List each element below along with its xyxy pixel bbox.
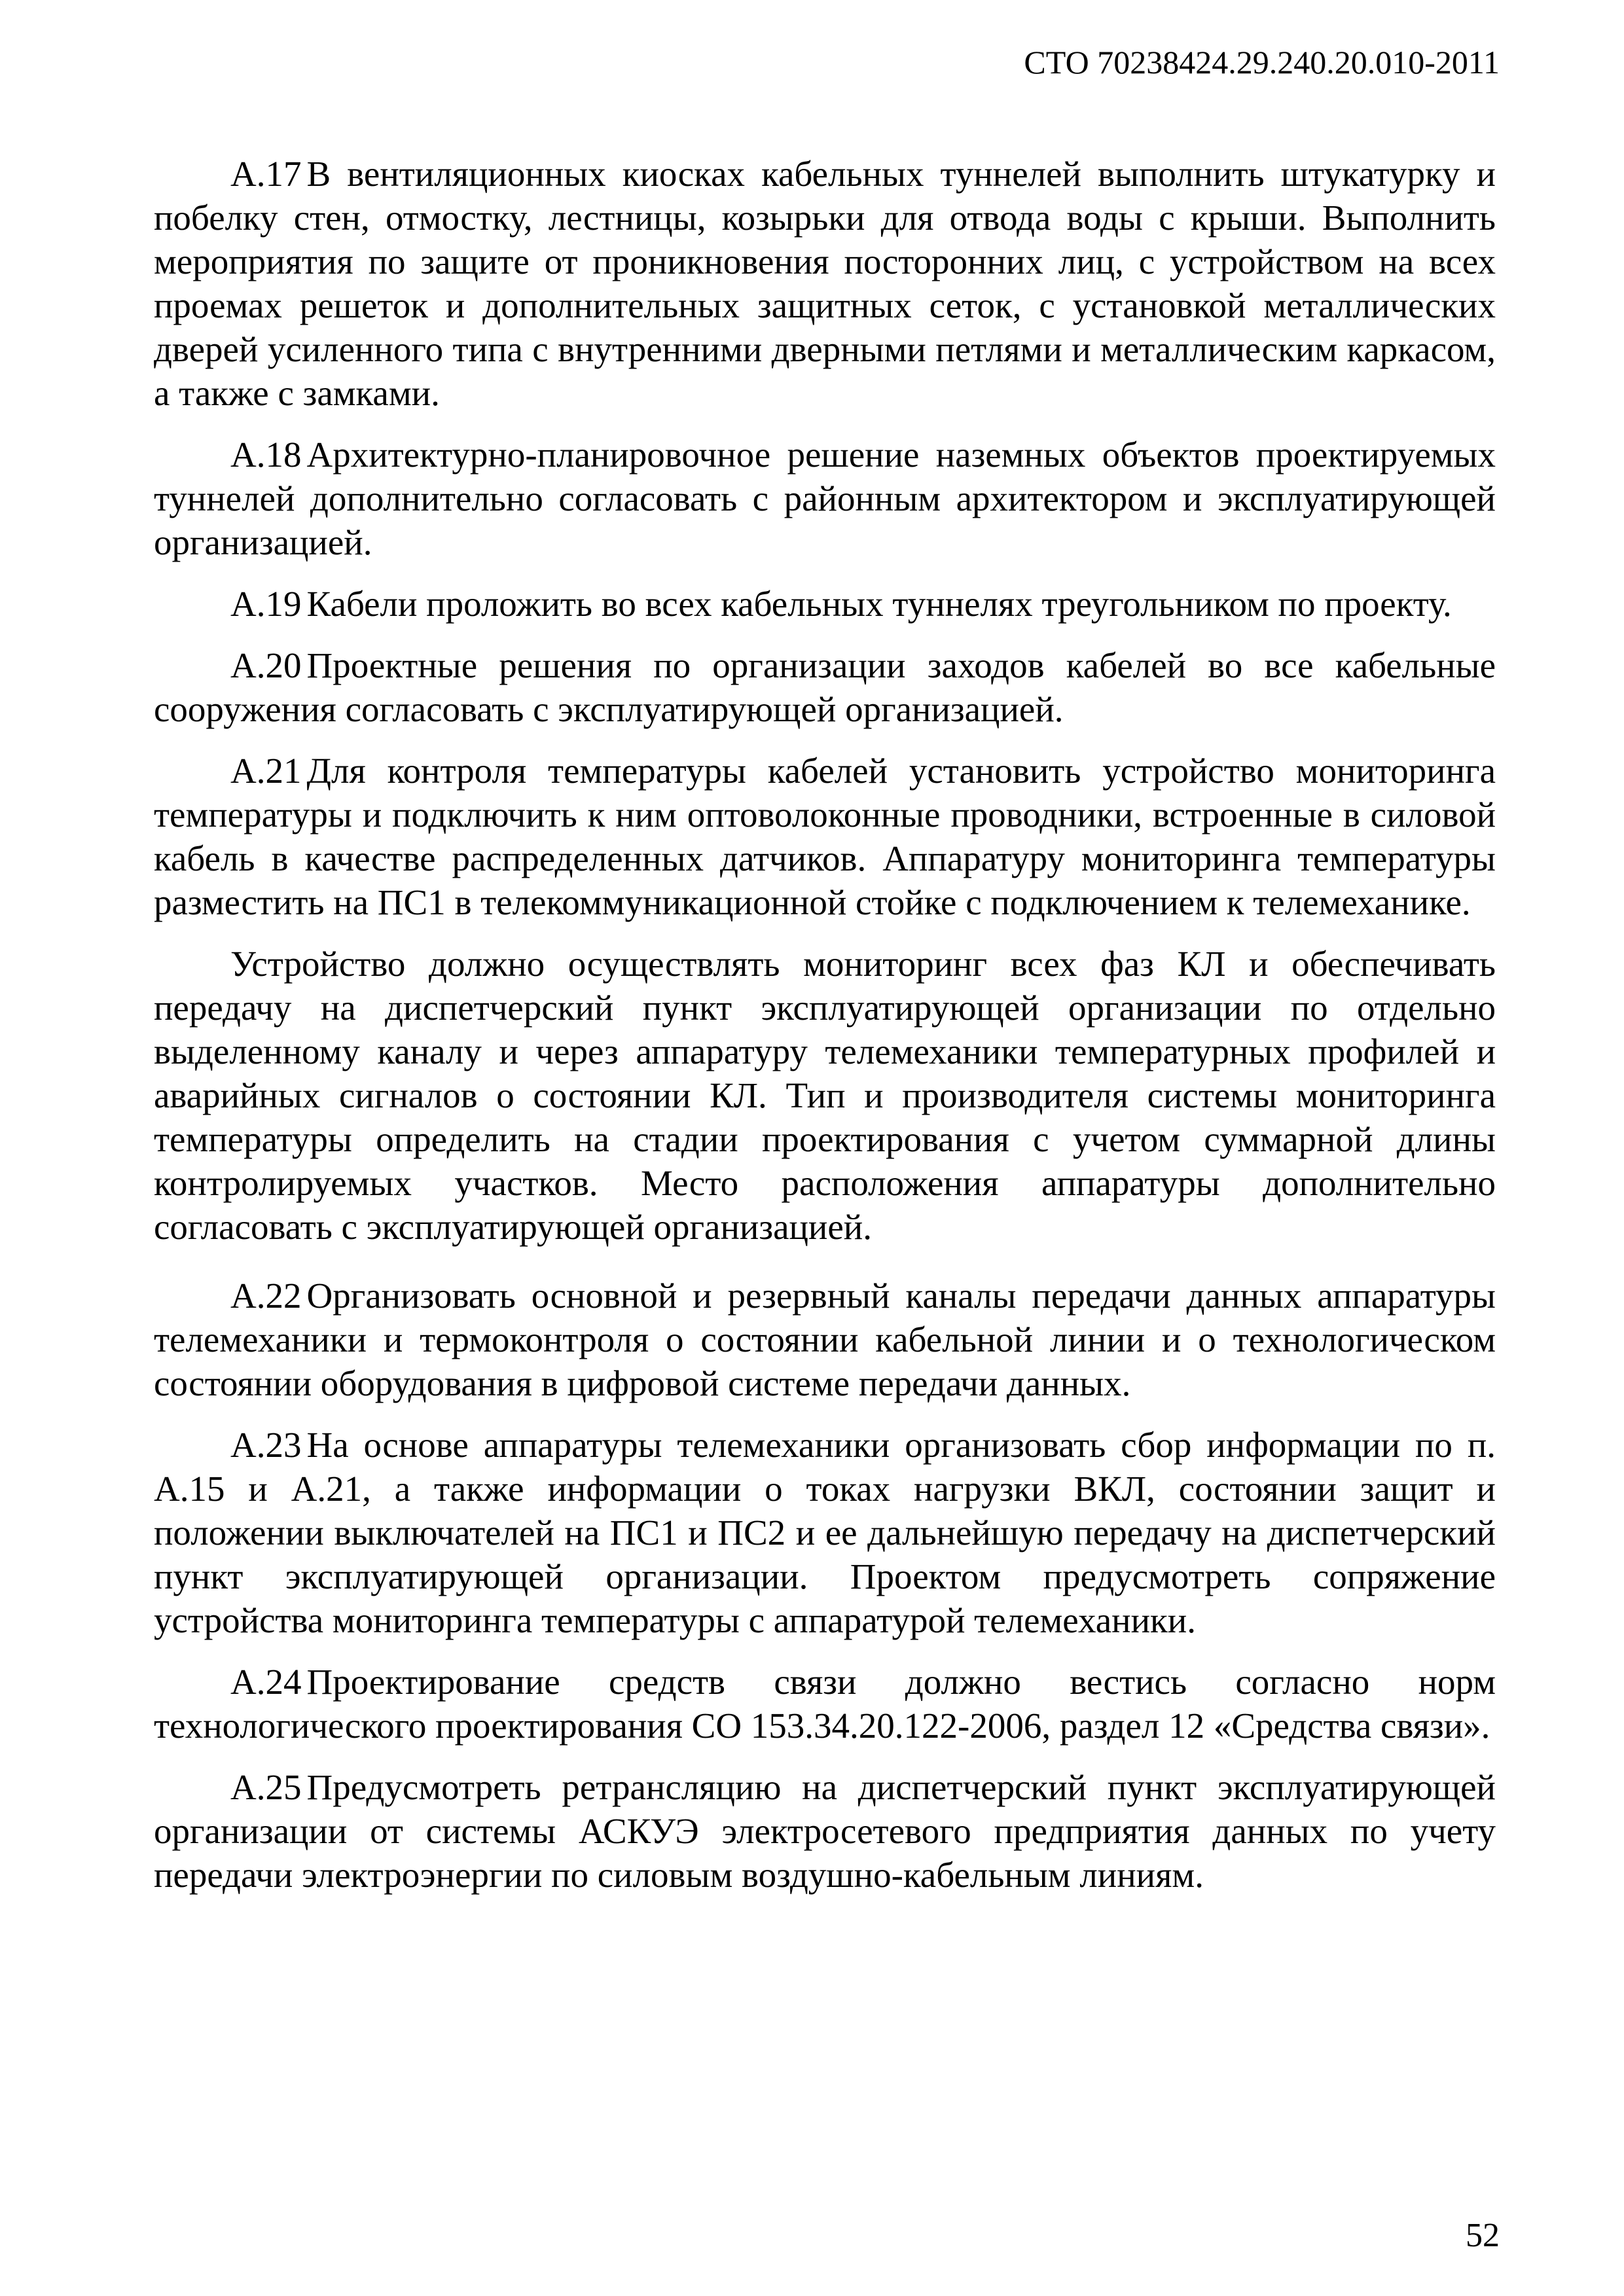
clause-number: А.18: [230, 435, 302, 475]
clause-number: А.17: [230, 154, 302, 194]
clause-text: На основе аппаратуры телемеханики организовать сбор информации по п. А.15 и А.21, а также информации о токах нагрузки ВКЛ, состоянии защит и положении выключателей на ПС1 и ПС2 и ее дальнейшую передачу на диспетчерский пункт эксплуатирующей организации. Проектом предусмотреть сопряжение устройства мониторинга температуры с аппаратурой телемеханики.: [154, 1425, 1496, 1640]
clause-text: В вентиляционных киосках кабельных туннелей выполнить штукатурку и побелку стен, отмостку, лестницы, козырьки для отвода воды с крыши. Выполнить мероприятия по защите от проникновения посторонних лиц, с устройством на всех проемах решеток и дополнительных защитных сеток, с установкой металлических дверей усиленного типа с внутренними дверными петлями и металлическим каркасом, а также с замками.: [154, 154, 1496, 413]
clause-number: А.22: [230, 1276, 302, 1316]
clause-a17: [154, 152, 1496, 415]
clause-a19: [154, 582, 1496, 626]
clause-text: Кабели проложить во всех кабельных туннелях треугольником по проекту.: [306, 584, 1452, 624]
page-number: 52: [1466, 2217, 1500, 2254]
clause-text: Предусмотреть ретрансляцию на диспетчерский пункт эксплуатирующей организации от системы АСКУЭ электросетевого предприятия данных по учету передачи электроэнергии по силовым воздушно-кабельным линиям.: [154, 1767, 1496, 1895]
clause-text: Проектирование средств связи должно вестись согласно норм технологического проектирования СО 153.34.20.122-2006, раздел 12 «Средства связи».: [154, 1662, 1496, 1746]
clause-a18: [154, 433, 1496, 564]
clause-number: А.25: [230, 1767, 302, 1807]
clause-number: А.21: [230, 751, 302, 791]
clause-text: Для контроля температуры кабелей установить устройство мониторинга температуры и подключить к ним оптоволоконные проводники, встроенные в силовой кабель в качестве распределенных датчиков. Аппаратуру мониторинга температуры разместить на ПС1 в телекоммуникационной стойке с подключением к телемеханике.: [154, 751, 1496, 922]
clause-number: А.23: [230, 1425, 302, 1465]
clause-number: А.20: [230, 645, 302, 685]
clause-a23: [154, 1423, 1496, 1642]
clause-a24: [154, 1660, 1496, 1748]
clause-a25: [154, 1765, 1496, 1897]
clause-a22: [154, 1274, 1496, 1405]
clause-number: А.19: [230, 584, 302, 624]
clause-text: Проектные решения по организации заходов кабелей во все кабельные сооружения согласовать с эксплуатирующей организацией.: [154, 645, 1496, 729]
clause-a21: [154, 749, 1496, 924]
clause-number: А.24: [230, 1662, 302, 1702]
clause-a21-continuation: [154, 942, 1496, 1249]
clause-text: Организовать основной и резервный каналы передачи данных аппаратуры телемеханики и термоконтроля о состоянии кабельной линии и о технологическом состоянии оборудования в цифровой системе передачи данных.: [154, 1276, 1496, 1403]
clause-a20: [154, 643, 1496, 731]
clause-text: Устройство должно осуществлять мониторинг всех фаз КЛ и обеспечивать передачу на диспетчерский пункт эксплуатирующей организации по отдельно выделенному каналу и через аппаратуру телемеханики температурных профилей и аварийных сигналов о состоянии КЛ. Тип и производителя системы мониторинга температуры определить на стадии проектирования с учетом суммарной длины контролируемых участков. Место расположения аппаратуры дополнительно согласовать с эксплуатирующей организацией.: [154, 944, 1496, 1247]
document-body: [154, 152, 1496, 1914]
document-code: СТО 70238424.29.240.20.010-2011: [1024, 44, 1500, 81]
clause-text: Архитектурно-планировочное решение наземных объектов проектируемых туннелей дополнительно согласовать с районным архитектором и эксплуатирующей организацией.: [154, 435, 1496, 562]
